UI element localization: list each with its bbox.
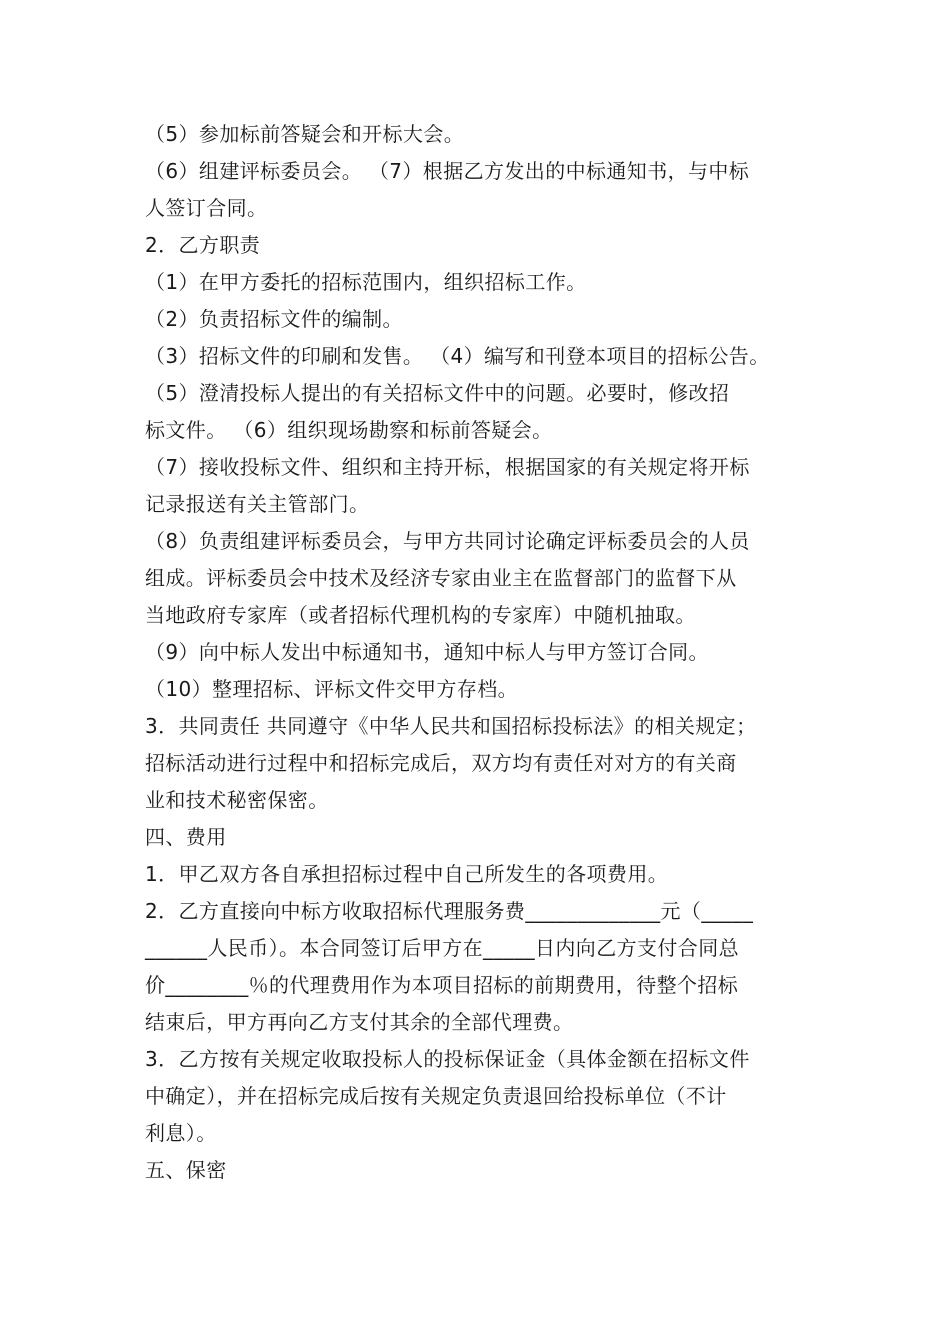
text-line: （6）组建评标委员会。 （7）根据乙方发出的中标通知书，与中标 <box>145 159 750 183</box>
text-line: （5）参加标前答疑会和开标大会。 <box>145 122 465 146</box>
text-line: 组成。评标委员会中技术及经济专家由业主在监督部门的监督下从 <box>145 566 737 590</box>
document-body <box>145 116 815 1189</box>
section-heading: 2．乙方职责 <box>145 233 261 257</box>
text-line: 1．甲乙双方各自承担招标过程中自己所发生的各项费用。 <box>145 862 669 886</box>
text-line: 人签订合同。 <box>145 196 268 220</box>
text-line: 利息）。 <box>145 1121 217 1145</box>
text-line: 业和技术秘密保密。 <box>145 788 329 812</box>
text-line: 标文件。 （6）组织现场勘察和标前答疑会。 <box>145 418 553 442</box>
section-heading: 五、保密 <box>145 1158 227 1182</box>
text-line: （3）招标文件的印刷和发售。 （4）编写和刊登本项目的招标公告。 <box>145 344 770 368</box>
text-line: 价________％的代理费用作为本项目招标的前期费用，待整个招标 <box>145 973 739 997</box>
text-line: （9）向中标人发出中标通知书，通知中标人与甲方签订合同。 <box>145 640 709 664</box>
text-line: （8）负责组建评标委员会，与甲方共同讨论确定评标委员会的人员 <box>145 529 750 553</box>
text-line: 记录报送有关主管部门。 <box>145 492 370 516</box>
text-line: 招标活动进行过程中和招标完成后，双方均有责任对对方的有关商 <box>145 751 737 775</box>
text-line: （5）澄清投标人提出的有关招标文件中的问题。必要时，修改招 <box>145 381 730 405</box>
text-line: 当地政府专家库（或者招标代理机构的专家库）中随机抽取。 <box>145 603 696 627</box>
text-line: （10）整理招标、评标文件交甲方存档。 <box>145 677 519 701</box>
text-line: ______人民币）。本合同签订后甲方在_____日内向乙方支付合同总 <box>145 936 739 960</box>
section-heading: 四、费用 <box>145 825 227 849</box>
text-line: （2）负责招标文件的编制。 <box>145 307 403 331</box>
text-line: （1）在甲方委托的招标范围内，组织招标工作。 <box>145 270 587 294</box>
text-line: 2．乙方直接向中标方收取招标代理服务费_____________元（_____ <box>145 899 754 923</box>
text-line: 中确定），并在招标完成后按有关规定负责退回给投标单位（不计 <box>145 1084 727 1108</box>
text-line: 3．乙方按有关规定收取投标人的投标保证金（具体金额在招标文件 <box>145 1047 750 1071</box>
text-line: 3．共同责任 共同遵守《中华人民共和国招标投标法》的相关规定； <box>145 714 757 738</box>
text-line: （7）接收投标文件、组织和主持开标，根据国家的有关规定将开标 <box>145 455 750 479</box>
text-line: 结束后，甲方再向乙方支付其余的全部代理费。 <box>145 1010 574 1034</box>
